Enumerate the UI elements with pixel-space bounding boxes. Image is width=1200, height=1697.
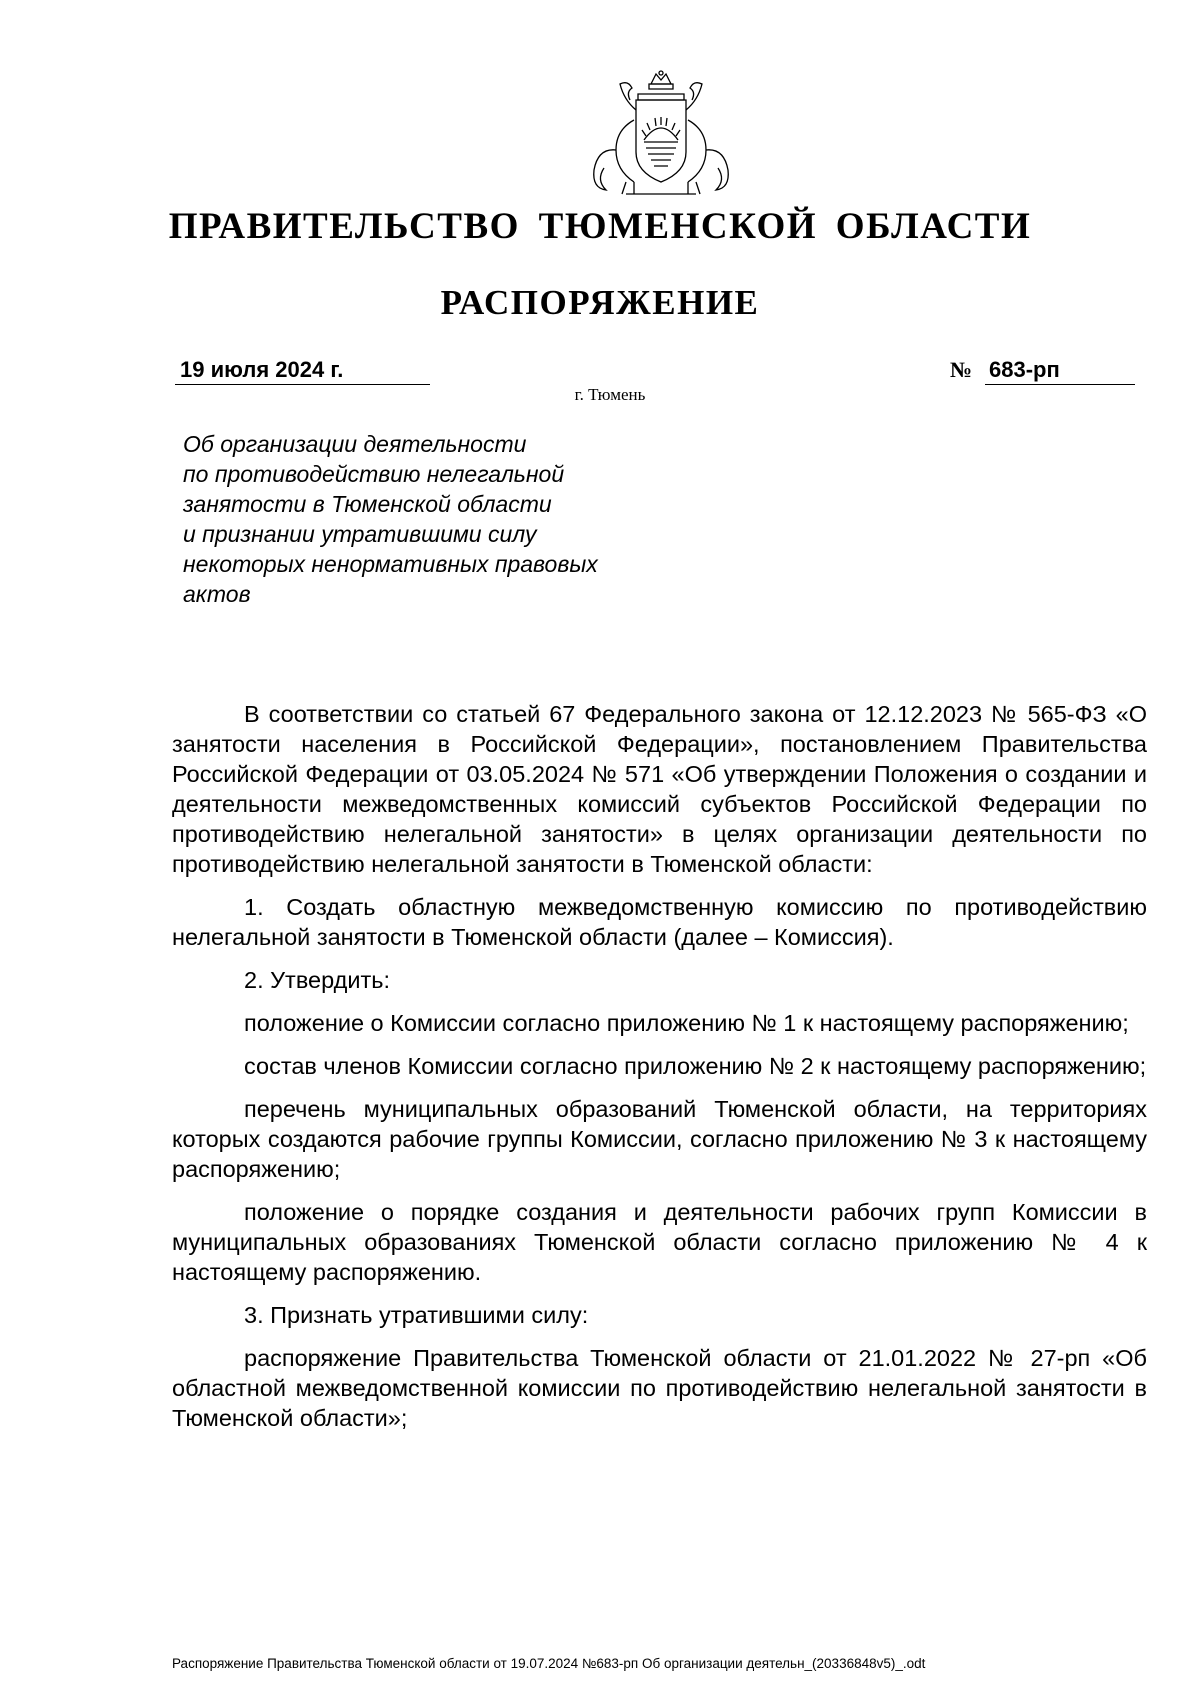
body-paragraph: положение о Комиссии согласно приложению № 1 к настоящему распоряжению;	[244, 1010, 1129, 1036]
document-date: 19 июля 2024 г.	[175, 355, 430, 385]
subject-line: занятости в Тюменской области	[183, 491, 552, 517]
document-number: 683-рп	[985, 355, 1135, 385]
issue-city: г. Тюмень	[574, 385, 646, 404]
page-footer: Распоряжение Правительства Тюменской области от 19.07.2024 №683-рп Об организации деятельн_(20336848v5)_.odt	[172, 1656, 926, 1671]
tyumen-coat-of-arms-icon	[586, 70, 736, 198]
body-paragraph: распоряжение Правительства Тюменской области от 21.01.2022 № 27-рп «Об областной межведомственной комиссии по противодействию нелегальной занятости в Тюменской области»;	[172, 1345, 1147, 1431]
number-sign: №	[950, 357, 973, 382]
subject-line: Об организации деятельности	[183, 431, 527, 457]
subject-line: актов	[183, 581, 251, 607]
document-body	[172, 699, 1147, 1446]
body-paragraph: 3. Признать утратившими силу:	[244, 1302, 589, 1328]
document-subject	[183, 429, 683, 609]
subject-line: и признании утратившими силу	[183, 521, 537, 547]
body-paragraph: В соответствии со статьей 67 Федерального закона от 12.12.2023 № 565-ФЗ «О занятости населения в Российской Федерации», постановлением Правительства Российской Федерации от 03.05.2024 № 571 «Об утверждении Положения о создании и деятельности межведомственных комиссий субъектов Российской Федерации по противодействию нелегальной занятости» в целях организации деятельности по противодействию нелегальной занятости в Тюменской области:	[172, 701, 1147, 877]
body-paragraph: состав членов Комиссии согласно приложению № 2 к настоящему распоряжению;	[244, 1053, 1147, 1079]
body-paragraph: положение о порядке создания и деятельности рабочих групп Комиссии в муниципальных образованиях Тюменской области согласно приложению № 4 к настоящему распоряжению.	[172, 1199, 1147, 1285]
body-paragraph: 1. Создать областную межведомственную комиссию по противодействию нелегальной занятости в Тюменской области (далее – Комиссия).	[172, 894, 1147, 950]
body-paragraph: перечень муниципальных образований Тюменской области, на территориях которых создаются рабочие группы Комиссии, согласно приложению № 3 к настоящему распоряжению;	[172, 1096, 1147, 1182]
document-type: РАСПОРЯЖЕНИЕ	[440, 283, 760, 322]
organization-title: ПРАВИТЕЛЬСТВО ТЮМЕНСКОЙ ОБЛАСТИ	[168, 206, 1032, 247]
body-paragraph: 2. Утвердить:	[244, 967, 391, 993]
subject-line: по противодействию нелегальной	[183, 461, 565, 487]
subject-line: некоторых ненормативных правовых	[183, 551, 598, 577]
